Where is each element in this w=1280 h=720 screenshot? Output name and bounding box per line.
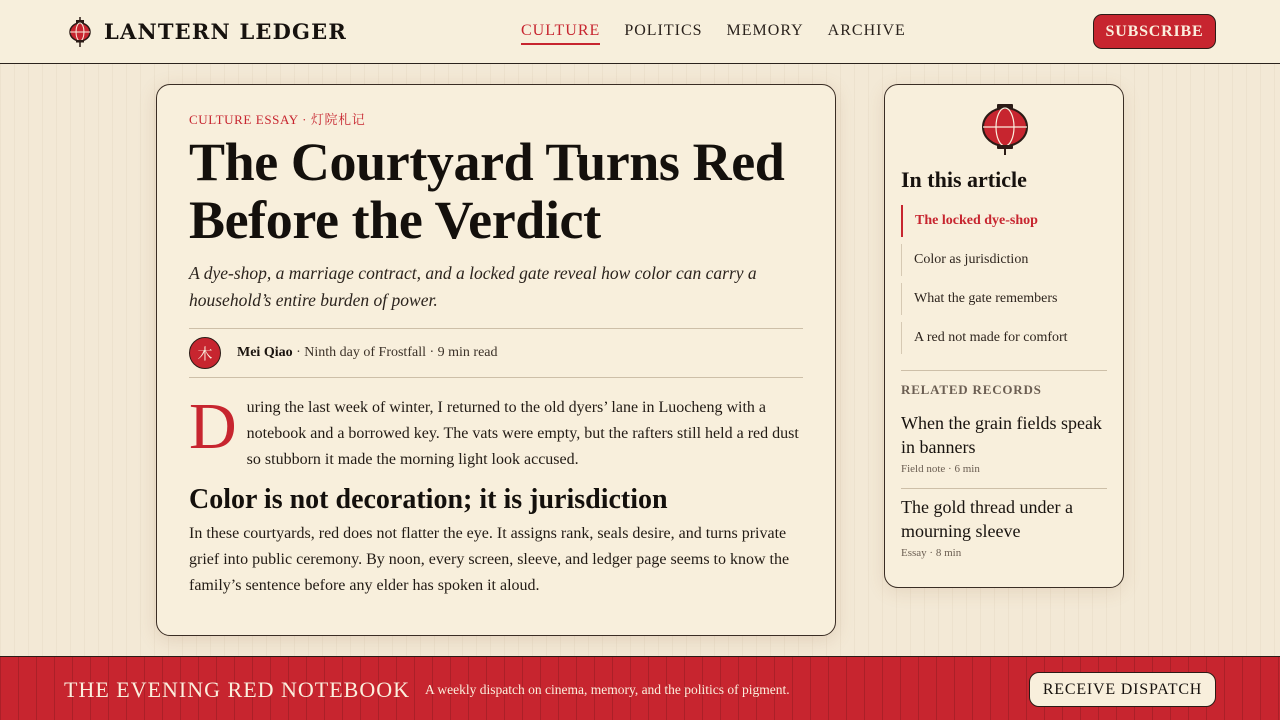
nav-politics[interactable]: POLITICS xyxy=(624,22,703,39)
nav-memory[interactable]: MEMORY xyxy=(726,22,804,39)
related-record-title[interactable]: When the grain fields speak in banners xyxy=(901,413,1102,457)
drop-cap: D xyxy=(189,390,237,463)
article-kicker: CULTURE ESSAY · 灯院札记 xyxy=(189,112,366,127)
brand[interactable] xyxy=(68,17,347,47)
related-records-label: RELATED RECORDS xyxy=(901,382,1042,397)
article-card xyxy=(156,84,836,636)
paragraph-text: uring the last week of winter, I returned to the old dyers’ lane in Luocheng with a notebook and a borrowed key. The vats were empty, but the rafters still held a red dust so stubborn it made the morning light look accused. xyxy=(246,399,799,468)
related-record[interactable] xyxy=(901,411,1107,475)
related-record-title[interactable]: The gold thread under a mourning sleeve xyxy=(901,497,1073,541)
lantern-icon xyxy=(981,103,1029,155)
toc-item-locked-dye-shop[interactable]: The locked dye-shop xyxy=(901,205,1107,237)
toc-item-red-not-comfort[interactable]: A red not made for comfort xyxy=(901,322,1107,354)
receive-dispatch-button[interactable]: RECEIVE DISPATCH xyxy=(1029,672,1216,707)
article-paragraph xyxy=(189,390,803,473)
newsletter-subtitle: A weekly dispatch on cinema, memory, and the politics of pigment. xyxy=(425,682,790,697)
nav-culture[interactable]: CULTURE xyxy=(521,21,600,45)
author-avatar[interactable]: 木 xyxy=(189,337,221,369)
author-name[interactable]: Mei Qiao xyxy=(237,345,293,360)
toc-title: In this article xyxy=(901,167,1027,192)
brand-name: LANTERN LEDGER xyxy=(104,19,348,44)
related-record-meta: Field note · 6 min xyxy=(901,463,980,475)
lantern-icon xyxy=(68,17,92,47)
article-headline: The Courtyard Turns Red Before the Verdict xyxy=(189,132,785,250)
newsletter-band xyxy=(0,656,1280,720)
divider xyxy=(901,488,1107,489)
related-record-meta: Essay · 8 min xyxy=(901,547,962,559)
article-sidebar xyxy=(884,84,1124,588)
byline-meta: · Ninth day of Frostfall · 9 min read xyxy=(292,345,498,360)
related-record[interactable] xyxy=(901,495,1107,559)
table-of-contents xyxy=(901,205,1107,361)
main-nav xyxy=(521,21,906,45)
article-subhead: Color is not decoration; it is jurisdiction xyxy=(189,484,668,515)
divider xyxy=(901,370,1107,371)
article-paragraph: In these courtyards, red does not flatter the eye. It assigns rank, seals desire, and turns private grief into public ceremony. By noon, every screen, sleeve, and ledger page seems to know the family’s sentence before any elder has spoken it aloud. xyxy=(189,525,790,594)
newsletter-title: THE EVENING RED NOTEBOOK xyxy=(64,677,411,702)
byline xyxy=(189,328,803,378)
byline-text xyxy=(237,345,498,361)
toc-item-gate-remembers[interactable]: What the gate remembers xyxy=(901,283,1107,315)
subscribe-button[interactable]: SUBSCRIBE xyxy=(1093,14,1216,49)
nav-archive[interactable]: ARCHIVE xyxy=(827,22,906,39)
toc-item-color-as-jurisdiction[interactable]: Color as jurisdiction xyxy=(901,244,1107,276)
article-dek: A dye-shop, a marriage contract, and a locked gate reveal how color can carry a household’s entire burden of power. xyxy=(189,263,757,310)
site-header xyxy=(0,0,1280,64)
